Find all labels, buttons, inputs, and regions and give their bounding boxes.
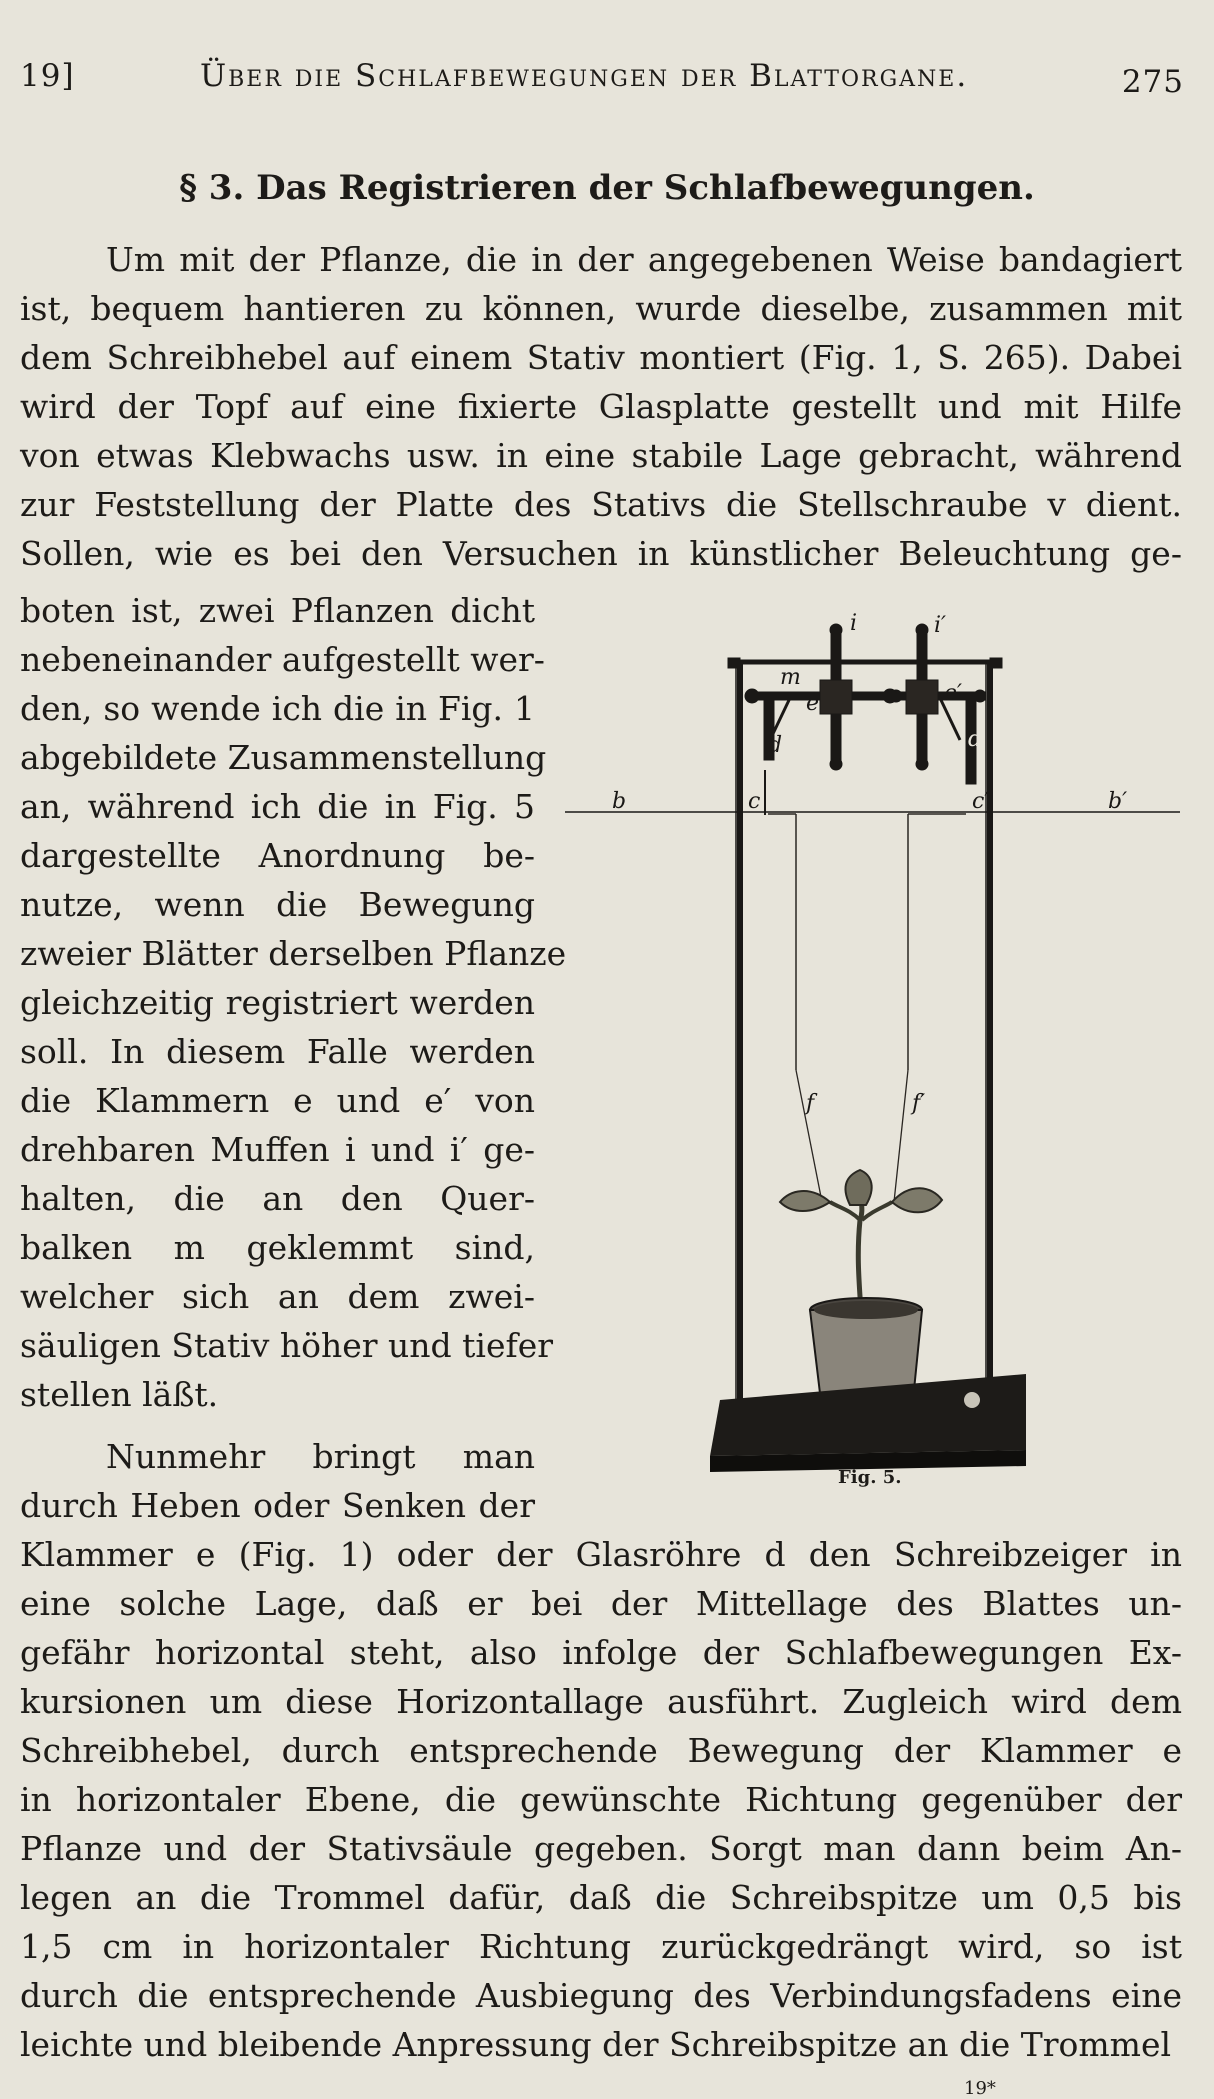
text-line: boten ist, zwei Pflanzen dicht (20, 591, 535, 630)
figure-caption: Fig. 5. (838, 1467, 902, 1488)
label-c: c (748, 789, 761, 814)
text-line: zweier Blätter derselben Pflanze (20, 934, 567, 973)
label-i-prime: i′ (934, 613, 947, 638)
text-line: an, während ich die in Fig. 5 (20, 787, 535, 826)
text-line: Pflanze und der Stativsäule gegeben. Sorgt man dann beim An- (20, 1829, 1182, 1868)
signature-mark: 19* (964, 2078, 996, 2099)
text-line: dem Schreibhebel auf einem Stativ montiert (Fig. 1, S. 265). Dabei (20, 338, 1182, 377)
text-line: halten, die an den Quer- (20, 1179, 535, 1218)
figure-labels (612, 611, 1127, 1116)
text-line: stellen läßt. (20, 1375, 219, 1414)
text-line: gefähr horizontal steht, also infolge der Schlafbewegungen Ex- (20, 1633, 1182, 1672)
running-head (20, 48, 1184, 98)
writing-threads (768, 814, 966, 1202)
text-line: den, so wende ich die in Fig. 1 (20, 689, 535, 728)
text-line: säuligen Stativ höher und tiefer (20, 1326, 554, 1365)
running-title: Über die Schlafbewegungen der Blattorgane. (200, 58, 969, 94)
text-line: ist, bequem hantieren zu können, wurde dieselbe, zusammen mit (20, 289, 1182, 328)
text-line: nebeneinander aufgestellt wer- (20, 640, 545, 679)
text-line: zur Feststellung der Platte des Stativs die Stellschraube v dient. (20, 485, 1182, 524)
text-line: gleichzeitig registriert werden (20, 983, 535, 1022)
text-line: abgebildete Zusammenstellung (20, 738, 547, 777)
text-line: soll. In diesem Falle werden (20, 1032, 535, 1071)
text-line: Sollen, wie es bei den Versuchen in künstlicher Beleuchtung ge- (20, 534, 1182, 573)
section-heading: § 3. Das Registrieren der Schlafbewegungen. (179, 168, 1035, 208)
label-b-prime: b′ (1108, 789, 1128, 814)
label-m: m (780, 665, 801, 690)
section-number: 19] (20, 58, 75, 94)
text-line: Klammer e (Fig. 1) oder der Glasröhre d den Schreibzeiger in (20, 1535, 1182, 1574)
text-line: 1,5 cm in horizontaler Richtung zurückgedrängt wird, so ist (20, 1927, 1182, 1966)
text-line: durch Heben oder Senken der (20, 1486, 535, 1525)
text-line: wird der Topf auf eine fixierte Glasplatte gestellt und mit Hilfe (20, 387, 1182, 426)
text-line: drehbaren Muffen i und i′ ge- (20, 1130, 535, 1169)
label-f: f (806, 1091, 815, 1116)
label-f-prime: f′ (912, 1091, 926, 1116)
text-line: die Klammern e und e′ von (20, 1081, 535, 1120)
label-d-right: d (968, 727, 983, 752)
text-line: in horizontaler Ebene, die gewünschte Richtung gegenüber der (20, 1780, 1182, 1819)
base-plate (710, 1374, 1026, 1472)
text-line: kursionen um diese Horizontallage ausführt. Zugleich wird dem (20, 1682, 1182, 1721)
text-line: nutze, wenn die Bewegung (20, 885, 535, 924)
text-line: Schreibhebel, durch entsprechende Bewegung der Klammer e (20, 1731, 1182, 1770)
text-line: welcher sich an dem zwei- (20, 1277, 535, 1316)
text-line: leichte und bleibende Anpressung der Schreibspitze an die Trommel (20, 2025, 1172, 2064)
label-c-prime: c′ (972, 789, 990, 814)
label-e: e (806, 691, 820, 716)
text-line: Nunmehr bringt man (106, 1437, 535, 1476)
text-line: balken m geklemmt sind, (20, 1228, 535, 1267)
clamp-left (745, 624, 902, 815)
text-line: durch die entsprechende Ausbiegung des Verbindungsfadens eine (20, 1976, 1182, 2015)
text-line: Um mit der Pflanze, die in der angegebenen Weise bandagiert (106, 240, 1182, 279)
stand-frame (728, 658, 1002, 1402)
label-b: b (612, 789, 627, 814)
text-line: legen an die Trommel dafür, daß die Schreibspitze um 0,5 bis (20, 1878, 1182, 1917)
figure-5-apparatus (560, 610, 1190, 1510)
clamp-right (883, 624, 986, 784)
label-e-prime: e′ (944, 681, 963, 706)
text-line: eine solche Lage, daß er bei der Mittellage des Blattes un- (20, 1584, 1182, 1623)
label-i: i (850, 611, 858, 636)
page-number: 275 (1121, 64, 1184, 100)
text-line: von etwas Klebwachs usw. in eine stabile Lage gebracht, während (20, 436, 1182, 475)
label-d: d (768, 733, 783, 758)
text-line: dargestellte Anordnung be- (20, 836, 535, 875)
